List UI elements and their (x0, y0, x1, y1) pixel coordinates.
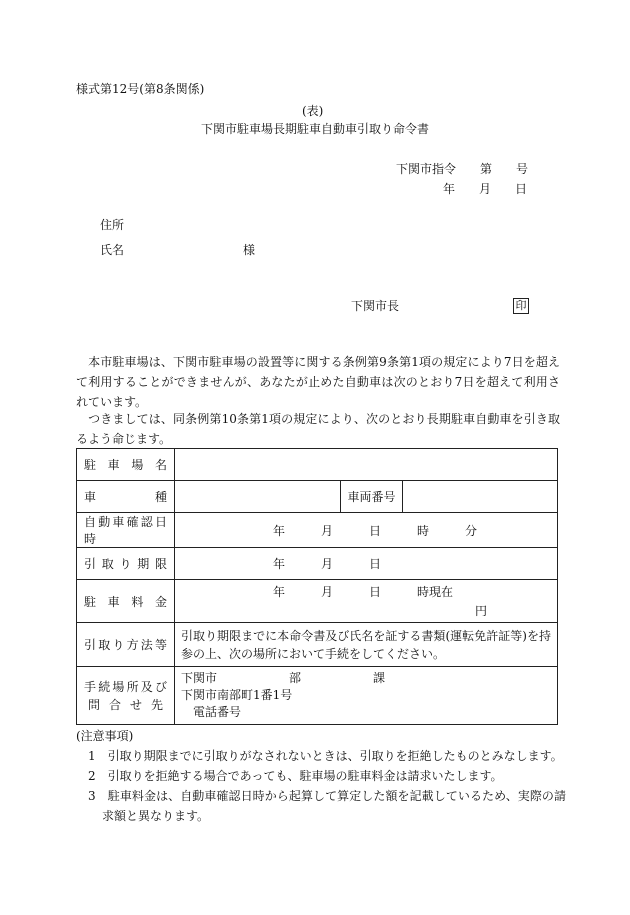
confirm-datetime-value: 年 月 日 時 分 (175, 513, 558, 548)
contact-value (175, 667, 558, 725)
method-label: 引取り方法等 (77, 623, 175, 667)
vehicle-type-value (175, 481, 341, 513)
row-contact (77, 667, 558, 725)
name-label: 氏名 (100, 243, 125, 257)
note-item-2: 2 引取りを拒絶する場合であっても、駐車場の駐車料金は請求いたします。 (88, 769, 503, 783)
form-number: 様式第12号(第8条関係) (76, 82, 205, 96)
contact-phone: 電話番号 (193, 705, 242, 719)
plate-number-value (403, 481, 558, 513)
directive-number: 下関市指令 第 号 (396, 162, 529, 176)
notes-section (76, 726, 566, 826)
deadline-value: 年 月 日 (175, 548, 558, 580)
row-parking-name (77, 449, 558, 481)
fee-unit: 円 (475, 604, 488, 618)
parking-name-value (175, 449, 558, 481)
row-confirm-datetime (77, 513, 558, 548)
issuer-title: 下関市長 (351, 299, 400, 313)
body-paragraph-1: 本市駐車場は、下関市駐車場の設置等に関する条例第9条第1項の規定により7日を超えて利用することができませんが、あなたが止めた自動車は次のとおり7日を超えて利用されています。 (76, 355, 560, 409)
contact-department: 下関市 部 課 (181, 671, 386, 685)
parking-fee-value (175, 580, 558, 623)
parking-fee-label: 駐車料金 (77, 580, 175, 623)
order-table (76, 448, 558, 725)
side-label: (表) (302, 104, 324, 118)
seal-box (513, 298, 529, 314)
document-title: 下関市駐車場長期駐車自動車引取り命令書 (200, 122, 429, 136)
contact-label (77, 667, 175, 725)
parking-name-label: 駐車場名 (77, 449, 175, 481)
body-paragraph-2: つきましては、同条例第10条第1項の規定により、次のとおり長期駐車自動車を引き取るよう命じます。 (76, 412, 560, 446)
seal-icon: 印 (513, 298, 529, 314)
row-vehicle (77, 481, 558, 513)
confirm-datetime-label: 自動車確認日時 (77, 513, 175, 548)
fee-as-of-date: 年 月 日 時現在 (273, 585, 454, 599)
honorific: 様 (243, 243, 256, 257)
row-parking-fee (77, 580, 558, 623)
vehicle-type-label: 車種 (77, 481, 175, 513)
row-deadline (77, 548, 558, 580)
contact-label-line-2: 問合せ先 (88, 697, 163, 712)
plate-number-label: 車両番号 (341, 481, 403, 513)
address-label: 住所 (100, 218, 125, 232)
deadline-label: 引取り期限 (77, 548, 175, 580)
contact-label-line-1: 手続場所及び (84, 679, 167, 694)
contact-address: 下関市南部町1番1号 (181, 688, 293, 702)
note-item-3: 3 駐車料金は、自動車確認日時から起算して算定した額を記載しているため、実際の請求額と異なります。 (88, 789, 566, 823)
method-value: 引取り期限までに本命令書及び氏名を証する書類(運転免許証等)を持参の上、次の場所において手続をしてください。 (175, 623, 558, 667)
notes-heading: (注意事項) (76, 729, 134, 743)
issue-date: 年 月 日 (443, 182, 528, 196)
note-item-1: 1 引取り期限までに引取りがなされないときは、引取りを拒絶したものとみなします。 (88, 749, 563, 763)
row-method (77, 623, 558, 667)
